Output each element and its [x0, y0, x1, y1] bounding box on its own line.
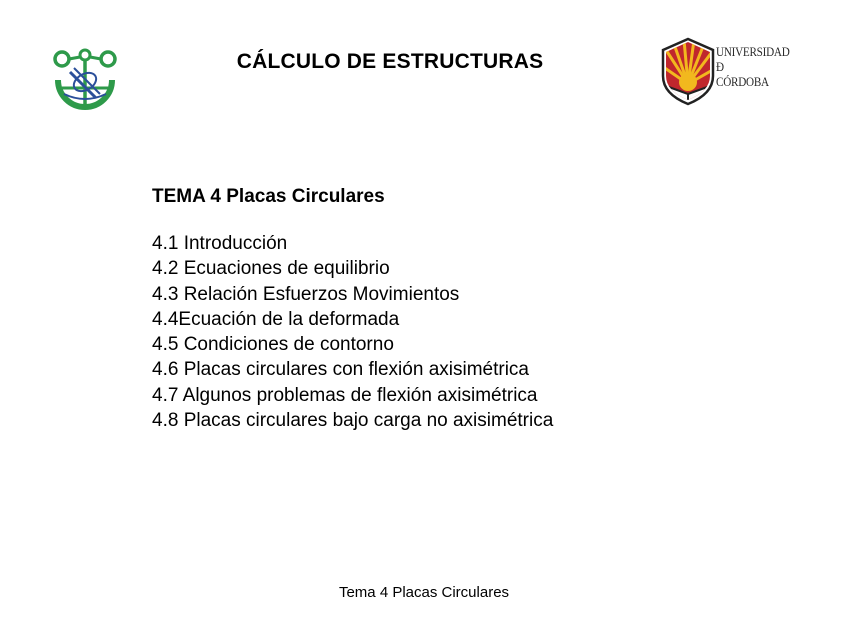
toc-item: 4.7 Algunos problemas de flexión axisimétrica [152, 384, 538, 406]
page-title: CÁLCULO DE ESTRUCTURAS [236, 50, 544, 73]
toc-item: 4.4Ecuación de la deformada [152, 308, 400, 330]
footer-text: Tema 4 Placas Circulares [338, 584, 510, 601]
toc-item: 4.8 Placas circulares bajo carga no axisimétrica [152, 410, 554, 432]
university-crest-icon [660, 36, 716, 106]
toc-item: 4.6 Placas circulares con flexión axisimétrica [152, 359, 529, 381]
toc-item: 4.2 Ecuaciones de equilibrio [152, 258, 390, 280]
toc-item: 4.1 Introducción [152, 233, 288, 254]
university-logo [660, 36, 810, 106]
university-name: UNIVERSIDAD Ð CÓRDOBA [716, 44, 790, 89]
toc-item: 4.5 Condiciones de contorno [152, 334, 394, 356]
section-title: TEMA 4 Placas Circulares [152, 186, 385, 207]
table-of-contents [152, 231, 712, 433]
slide-content [152, 186, 712, 433]
school-emblem-icon [48, 46, 122, 120]
toc-item: 4.3 Relación Esfuerzos Movimientos [152, 283, 460, 305]
